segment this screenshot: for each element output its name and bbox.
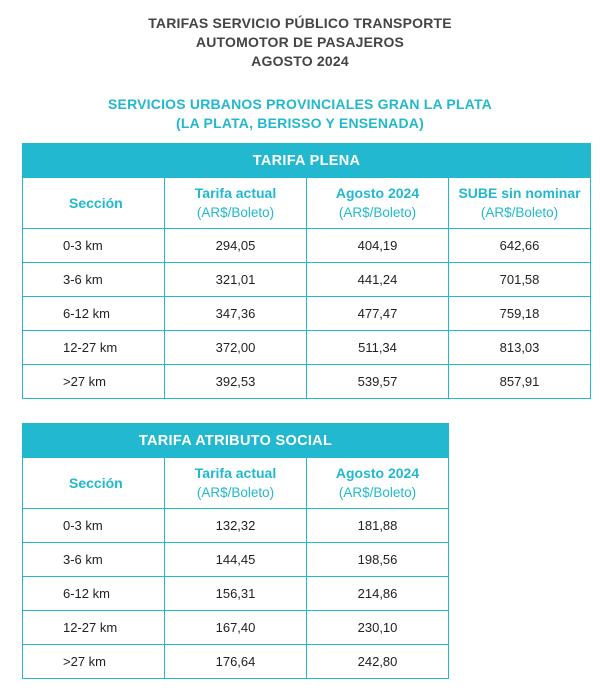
column-unit: (AR$/Boleto)	[338, 485, 417, 500]
page-title	[0, 14, 600, 71]
column-unit: (AR$/Boleto)	[196, 205, 275, 220]
title-line: AUTOMOTOR DE PASAJEROS	[195, 34, 405, 50]
table-row	[23, 263, 591, 297]
value-cell: 132,32	[165, 509, 307, 543]
table-row	[23, 543, 449, 577]
section-cell: 0-3 km	[23, 229, 165, 263]
value-cell: 167,40	[165, 611, 307, 645]
section-cell: 3-6 km	[23, 263, 165, 297]
value-cell: 857,91	[449, 365, 591, 399]
section-header: Sección	[23, 178, 165, 229]
table-row	[23, 297, 591, 331]
section-cell: 0-3 km	[23, 509, 165, 543]
section-cell: >27 km	[23, 645, 165, 679]
subtitle-line: (LA PLATA, BERISSO Y ENSENADA)	[176, 115, 424, 131]
column-unit: (AR$/Boleto)	[196, 485, 275, 500]
column-header	[307, 178, 449, 229]
table-title: TARIFA ATRIBUTO SOCIAL	[23, 424, 449, 458]
section-cell: 12-27 km	[23, 331, 165, 365]
column-label: Agosto 2024	[335, 465, 420, 481]
value-cell: 759,18	[449, 297, 591, 331]
header-row	[23, 178, 591, 229]
table-row	[23, 577, 449, 611]
column-unit: (AR$/Boleto)	[480, 205, 559, 220]
value-cell: 392,53	[165, 365, 307, 399]
section-cell: 12-27 km	[23, 611, 165, 645]
value-cell: 176,64	[165, 645, 307, 679]
table-title: TARIFA PLENA	[23, 144, 591, 178]
column-label: SUBE sin nominar	[458, 185, 581, 201]
value-cell: 539,57	[307, 365, 449, 399]
value-cell: 294,05	[165, 229, 307, 263]
value-cell: 144,45	[165, 543, 307, 577]
section-cell: 6-12 km	[23, 577, 165, 611]
value-cell: 404,19	[307, 229, 449, 263]
subtitle-line: SERVICIOS URBANOS PROVINCIALES GRAN LA PLATA	[108, 96, 492, 112]
value-cell: 372,00	[165, 331, 307, 365]
value-cell: 441,24	[307, 263, 449, 297]
value-cell: 181,88	[307, 509, 449, 543]
section-header: Sección	[23, 458, 165, 509]
column-unit: (AR$/Boleto)	[338, 205, 417, 220]
column-header	[307, 458, 449, 509]
header-row	[23, 458, 449, 509]
column-header	[165, 178, 307, 229]
title-line: AGOSTO 2024	[251, 53, 349, 69]
table-row	[23, 509, 449, 543]
value-cell: 701,58	[449, 263, 591, 297]
column-label: Agosto 2024	[335, 185, 420, 201]
column-label: Tarifa actual	[194, 465, 277, 481]
value-cell: 321,01	[165, 263, 307, 297]
value-cell: 813,03	[449, 331, 591, 365]
title-line: TARIFAS SERVICIO PÚBLICO TRANSPORTE	[148, 15, 452, 31]
value-cell: 511,34	[307, 331, 449, 365]
table-row	[23, 645, 449, 679]
column-label: Tarifa actual	[194, 185, 277, 201]
section-cell: 3-6 km	[23, 543, 165, 577]
value-cell: 198,56	[307, 543, 449, 577]
page-subtitle	[0, 95, 600, 133]
value-cell: 230,10	[307, 611, 449, 645]
value-cell: 242,80	[307, 645, 449, 679]
table-row	[23, 365, 591, 399]
column-header	[165, 458, 307, 509]
tarifa-plena-table	[22, 143, 591, 399]
section-cell: 6-12 km	[23, 297, 165, 331]
table-row	[23, 229, 591, 263]
value-cell: 347,36	[165, 297, 307, 331]
column-header	[449, 178, 591, 229]
tarifa-social-table	[22, 423, 449, 679]
value-cell: 477,47	[307, 297, 449, 331]
table-row	[23, 331, 591, 365]
section-cell: >27 km	[23, 365, 165, 399]
value-cell: 156,31	[165, 577, 307, 611]
value-cell: 214,86	[307, 577, 449, 611]
value-cell: 642,66	[449, 229, 591, 263]
table-row	[23, 611, 449, 645]
